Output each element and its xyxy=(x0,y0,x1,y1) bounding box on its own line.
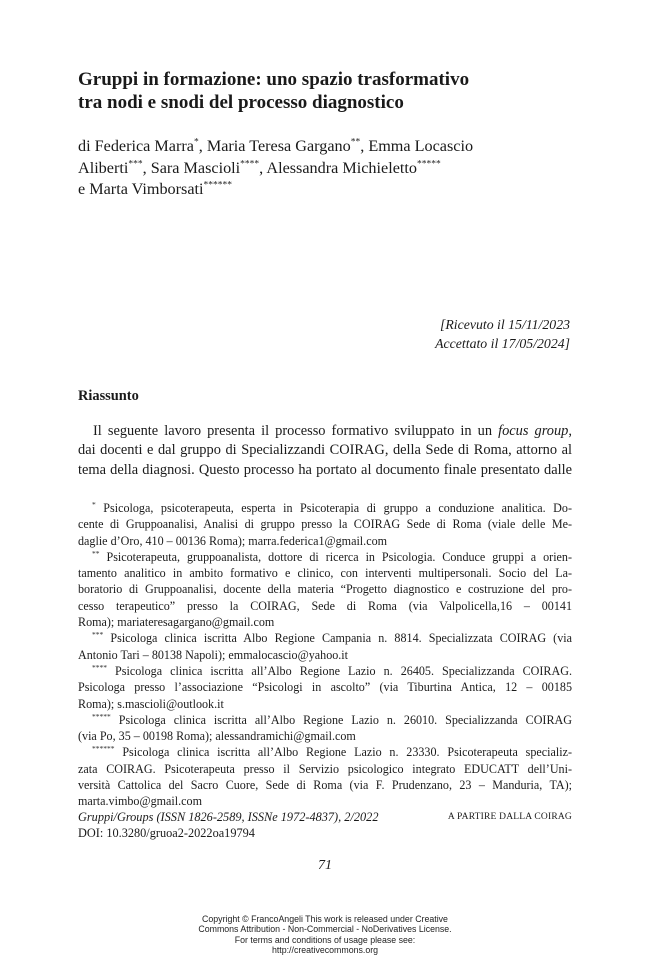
title-line-1: Gruppi in formazione: uno spazio trasformativo xyxy=(78,69,470,90)
footnote-mark: **** xyxy=(92,662,107,672)
author-separator: , xyxy=(142,158,151,177)
author-name: Sara Mascioli xyxy=(150,158,241,177)
author-conjunction: e xyxy=(78,180,90,198)
footnote-text: Psicologa clinica iscritta all’Albo Regione Lazio n. 26010. Specializzanda COIRAG xyxy=(118,712,572,727)
author-name: Emma Locascio xyxy=(368,137,474,155)
footnote xyxy=(78,663,572,712)
footnote-line: daglie d’Oro, 410 – 00136 Roma); marra.federica1@gmail.com xyxy=(78,533,388,548)
footnote xyxy=(78,712,572,745)
footnote-line: Antonio Tari – 80138 Napoli); emmalocascio@yahoo.it xyxy=(78,647,349,662)
footnote xyxy=(78,744,572,809)
footnote-line: boratorio di Gruppoanalisi, docente della materia “Progetto diagnostico e costruzione del pro- xyxy=(78,582,572,597)
footnote-marker[interactable]: ** xyxy=(350,137,361,148)
journal-info xyxy=(78,810,378,842)
page-number: 71 xyxy=(318,858,332,873)
footnote-marker[interactable]: **** xyxy=(240,159,260,170)
author-prefix: di xyxy=(78,137,95,155)
footnote-mark: ** xyxy=(92,548,100,558)
footnote-line xyxy=(78,663,572,679)
accepted-date: Accettato il 17/05/2024] xyxy=(435,335,570,351)
license-line: Copyright © FrancoAngeli This work is released under Creative xyxy=(202,914,448,924)
footnote-line: cente di Gruppoanalisi, Analisi di gruppo presso la COIRAG Sede di Roma (viale delle Me- xyxy=(78,517,572,532)
license-line: Commons Attribution - Non-Commercial - NoDerivatives License. xyxy=(198,924,452,935)
author-name: Federica Marra xyxy=(94,137,194,155)
author-list xyxy=(78,136,578,201)
section-tag: A PARTIRE DALLA COIRAG xyxy=(447,812,572,822)
footnote-marker[interactable]: *** xyxy=(128,159,143,170)
footnote-text: Psicologa clinica iscritta all’Albo Regione Lazio n. 26405. Specializzanda COIRAG. xyxy=(115,663,572,678)
author-name: Aliberti xyxy=(78,158,129,177)
footnote-line: Psicologa presso l’associazione “Psicologi in ascolto” (via Tiburtina Antica, 12 – 00185 xyxy=(78,680,572,695)
author-name: Alessandra Michieletto xyxy=(266,158,417,177)
footnote-mark: * xyxy=(92,499,96,509)
author-line-2 xyxy=(78,158,578,180)
author-name: Marta Vimborsati xyxy=(89,180,204,198)
footnote-line xyxy=(78,744,572,760)
footnote-marker[interactable]: ***** xyxy=(416,159,441,170)
footnote-mark: *** xyxy=(92,630,104,640)
footnote xyxy=(78,500,572,549)
title-line-2: tra nodi e snodi del processo diagnostico xyxy=(78,92,404,113)
footnote-line: (via Po, 35 – 00198 Roma); alessandramichi@gmail.com xyxy=(78,729,356,744)
footnote xyxy=(78,630,572,663)
author-separator: , xyxy=(259,158,267,177)
footnote xyxy=(78,549,572,630)
author-name: Maria Teresa Gargano xyxy=(206,137,351,155)
article-title xyxy=(78,68,578,114)
doi[interactable]: DOI: 10.3280/gruoa2-2022oa19794 xyxy=(78,825,255,840)
abstract-line: tema della diagnosi. Questo processo ha portato al documento finale presentato dalle xyxy=(78,461,572,478)
abstract-text: Il seguente lavoro presenta il processo formativo sviluppato in un xyxy=(93,423,499,439)
footnote-line xyxy=(78,630,572,646)
footnote-text: Psicologa, psicoterapeuta, esperta in Psicoterapia di gruppo a conduzione analitica. Do- xyxy=(103,501,572,515)
abstract-line xyxy=(78,422,572,441)
footnote-marker[interactable]: * xyxy=(193,137,199,148)
journal-citation: Gruppi/Groups (ISSN 1826-2589, ISSNe 1972-4837), 2/2022 xyxy=(78,810,379,824)
footnote-text: Psicologa clinica iscritta Albo Regione Campania n. 8814. Specializzata COIRAG (via xyxy=(110,631,572,646)
author-separator: , xyxy=(360,137,369,155)
abstract-emphasis: focus group xyxy=(498,423,569,439)
author-line-3 xyxy=(78,179,578,201)
footnote-line xyxy=(78,549,572,565)
footnote-line: marta.vimbo@gmail.com xyxy=(78,794,202,809)
footnote-text: Psicologa clinica iscritta all’Albo Regione Lazio n. 23330. Psicoterapeuta specializ- xyxy=(122,745,572,760)
footnote-mark: ***** xyxy=(92,711,111,721)
footnotes xyxy=(78,500,572,810)
footnote-marker[interactable]: ****** xyxy=(203,180,233,191)
abstract-line: dai docenti e dal gruppo di Specializzandi COIRAG, della Sede di Roma, attorno al xyxy=(78,442,572,459)
abstract-body xyxy=(78,422,572,480)
footnote-line: Roma); mariateresagargano@gmail.com xyxy=(78,615,275,630)
submission-dates xyxy=(435,316,570,353)
abstract-text: , xyxy=(568,423,572,439)
footnote-text: Psicoterapeuta, gruppoanalista, dottore di ricerca in Psicologia. Conduce gruppi a orien- xyxy=(106,549,572,564)
footnote-line: tamento analitico in ambito formativo e clinico, con interventi multipersonali. Socio del La- xyxy=(78,566,572,581)
author-separator: , xyxy=(198,137,207,155)
footnote-line xyxy=(78,712,572,728)
received-date: [Ricevuto il 15/11/2023 xyxy=(439,317,570,332)
footnote-line: versità Cattolica del Sacro Cuore, Sede di Roma (via F. Prudenzano, 23 – Manduria, TA); xyxy=(78,778,572,793)
author-line-1 xyxy=(78,136,578,158)
footnote-line: cesso terapeutico” presso la COIRAG, Sede di Roma (via Valpolicella,16 – 00141 xyxy=(78,598,572,613)
footnote-line: zata COIRAG. Psicoterapeuta presso il Servizio psicologico integrato EDUCATT dell’Uni- xyxy=(78,761,572,776)
license-notice xyxy=(0,914,650,956)
footnote-line xyxy=(78,500,572,516)
footnote-line: Roma); s.mascioli@outlook.it xyxy=(78,696,224,711)
license-link[interactable]: http://creativecommons.org xyxy=(271,945,379,956)
section-heading: Riassunto xyxy=(78,388,139,404)
footnote-mark: ****** xyxy=(92,744,115,754)
license-line: For terms and conditions of usage please see: xyxy=(234,934,416,945)
